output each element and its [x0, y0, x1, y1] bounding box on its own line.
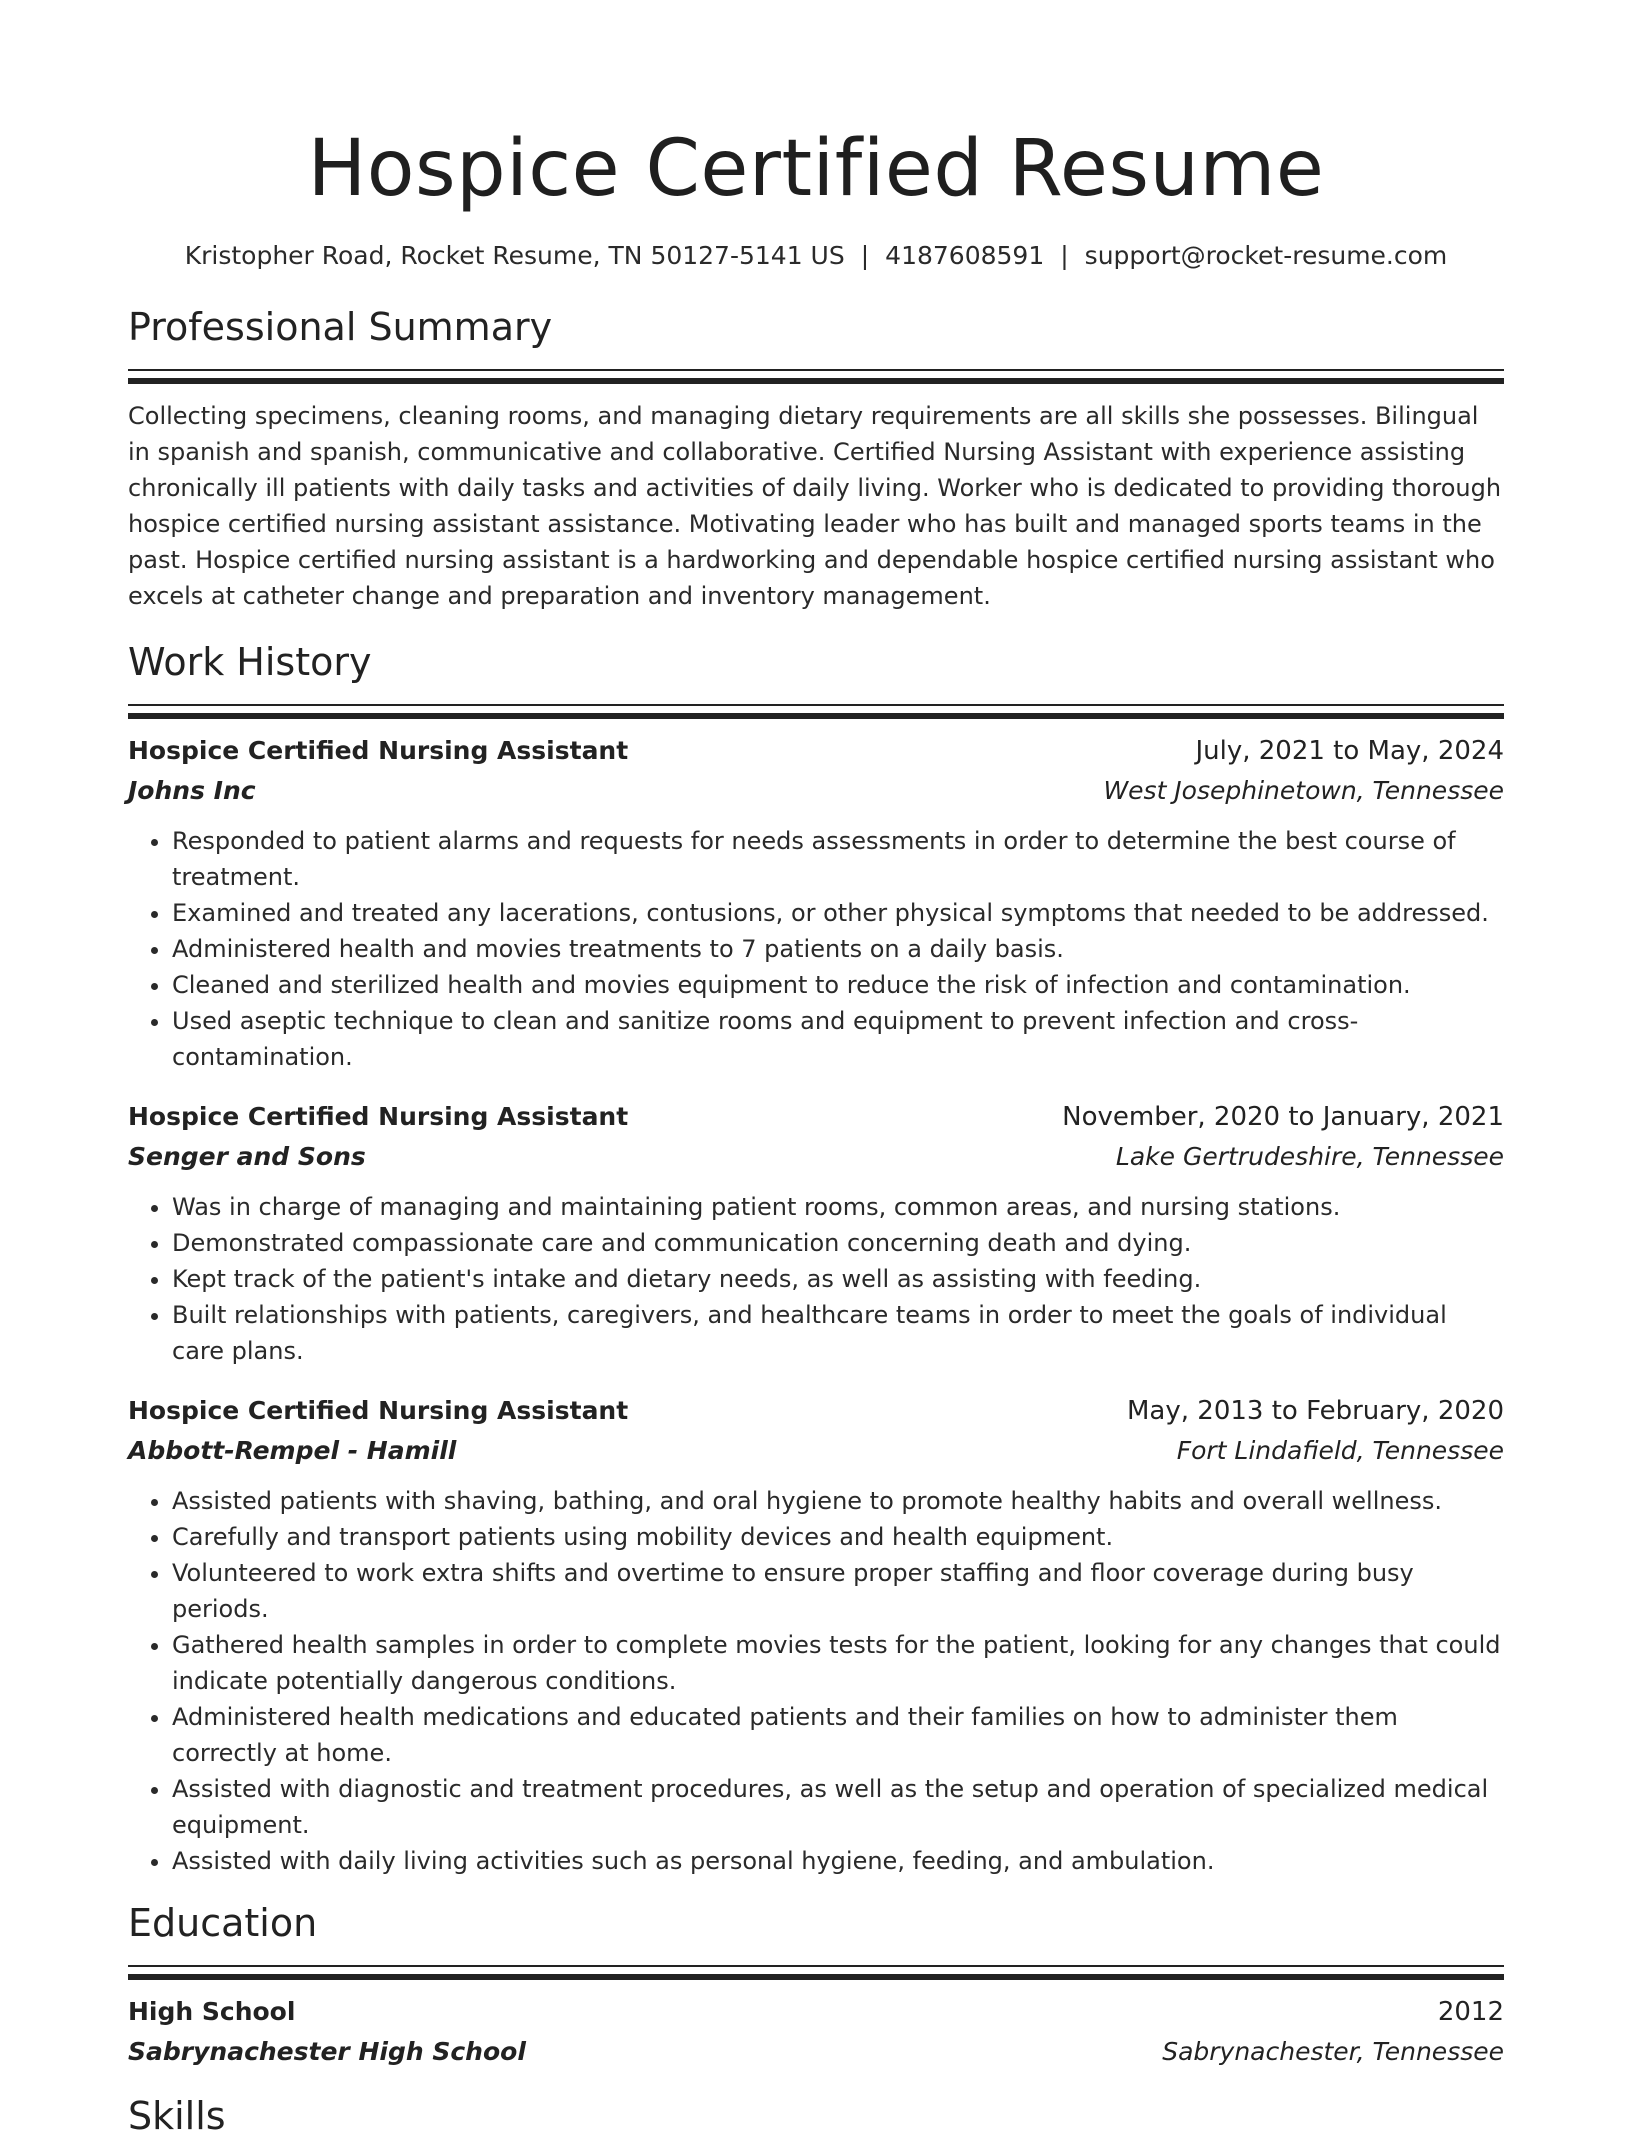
- section-heading-education: Education: [128, 1901, 318, 1945]
- job-dates: November, 2020 to January, 2021: [1062, 1102, 1504, 1132]
- job-bullet: • Assisted with diagnostic and treatment procedures, as well as the setup and operation of specialized medical equipment.: [172, 1771, 1504, 1843]
- job-entry: [128, 1097, 1504, 1369]
- job-bullet: • Responded to patient alarms and requests for needs assessments in order to determine the best course of treatment.: [172, 823, 1504, 895]
- job-bullet: • Administered health medications and educated patients and their families on how to administer them correctly at home.: [172, 1699, 1504, 1771]
- contact-line: [128, 239, 1504, 273]
- job-bullet: • Kept track of the patient's intake and dietary needs, as well as assisting with feeding.: [172, 1261, 1504, 1297]
- job-bullet: • Used aseptic technique to clean and sanitize rooms and equipment to prevent infection and cross-contamination.: [172, 1003, 1504, 1075]
- summary-section: [128, 303, 1504, 614]
- job-company: Senger and Sons: [128, 1142, 366, 1171]
- contact-phone: 4187608591: [885, 241, 1045, 270]
- education-degree: High School: [128, 1997, 296, 2026]
- job-company: Abbott-Rempel - Hamill: [128, 1436, 457, 1465]
- job-entry: [128, 731, 1504, 1075]
- education-section: [128, 1899, 1504, 2072]
- job-location: Fort Lindafield, Tennessee: [1176, 1436, 1504, 1465]
- job-bullet: • Demonstrated compassionate care and communication concerning death and dying.: [172, 1225, 1504, 1261]
- job-title: Hospice Certified Nursing Assistant: [128, 736, 629, 765]
- education-location: Sabrynachester, Tennessee: [1162, 2037, 1504, 2066]
- job-bullet: • Volunteered to work extra shifts and overtime to ensure proper staffing and floor coverage during busy periods.: [172, 1555, 1504, 1627]
- job-bullet: • Was in charge of managing and maintaining patient rooms, common areas, and nursing stations.: [172, 1189, 1504, 1225]
- section-divider-thick: [128, 1974, 1504, 1980]
- job-bullet: • Built relationships with patients, caregivers, and healthcare teams in order to meet the goals of individual care plans.: [172, 1297, 1504, 1369]
- section-divider-thin: [128, 1965, 1504, 1967]
- job-bullet: • Examined and treated any lacerations, contusions, or other physical symptoms that needed to be addressed.: [172, 895, 1504, 931]
- job-location: West Josephinetown, Tennessee: [1103, 776, 1504, 805]
- job-bullet-list: [128, 1483, 1504, 1879]
- job-bullet: • Cleaned and sterilized health and movies equipment to reduce the risk of infection and contamination.: [172, 967, 1504, 1003]
- job-company: Johns Inc: [128, 776, 256, 805]
- section-divider-thin: [128, 369, 1504, 371]
- job-title: Hospice Certified Nursing Assistant: [128, 1396, 629, 1425]
- section-divider-thick: [128, 378, 1504, 384]
- section-heading-work: Work History: [128, 640, 372, 684]
- job-bullet: • Assisted with daily living activities such as personal hygiene, feeding, and ambulation.: [172, 1843, 1504, 1879]
- contact-separator: |: [1060, 241, 1069, 270]
- education-year: 2012: [1437, 1997, 1504, 2027]
- contact-email: support@rocket-resume.com: [1084, 241, 1448, 270]
- job-bullet: • Assisted patients with shaving, bathing, and oral hygiene to promote healthy habits and overall wellness.: [172, 1483, 1504, 1519]
- section-divider-thick: [128, 713, 1504, 719]
- job-entry: [128, 1391, 1504, 1879]
- education-entry: [128, 1992, 1504, 2072]
- education-school: Sabrynachester High School: [128, 2037, 526, 2066]
- job-dates: July, 2021 to May, 2024: [1195, 736, 1504, 766]
- job-bullet: • Carefully and transport patients using mobility devices and health equipment.: [172, 1519, 1504, 1555]
- contact-separator: |: [860, 241, 870, 270]
- job-bullet-list: [128, 1189, 1504, 1369]
- section-heading-skills: Skills: [128, 2094, 226, 2138]
- work-history-section: [128, 638, 1504, 1879]
- job-bullet: • Administered health and movies treatments to 7 patients on a daily basis.: [172, 931, 1504, 967]
- section-divider-thin: [128, 704, 1504, 706]
- summary-text: Collecting specimens, cleaning rooms, and managing dietary requirements are all skills she possesses. Bilingual in spanish and spanish, communicative and collaborative. Certified Nursing Assistant with experience assisting chronically ill patients with daily tasks and activities of daily living. Worker who is dedicated to providing thorough hospice certified nursing assistant assistance. Motivating leader who has built and managed sports teams in the past. Hospice certified nursing assistant is a hardworking and dependable hospice certified nursing assistant who excels at catheter change and preparation and inventory management.: [128, 402, 1502, 610]
- job-bullet-list: [128, 823, 1504, 1075]
- section-heading-summary: Professional Summary: [128, 305, 553, 349]
- job-title: Hospice Certified Nursing Assistant: [128, 1102, 629, 1131]
- skills-section: [128, 2092, 1504, 2140]
- job-dates: May, 2013 to February, 2020: [1127, 1396, 1504, 1426]
- job-bullet: • Gathered health samples in order to complete movies tests for the patient, looking for any changes that could indicate potentially dangerous conditions.: [172, 1627, 1504, 1699]
- job-location: Lake Gertrudeshire, Tennessee: [1115, 1142, 1504, 1171]
- resume-title: Hospice Certified Resume: [307, 124, 1325, 214]
- contact-address: Kristopher Road, Rocket Resume, TN 50127-5141 US: [184, 241, 845, 270]
